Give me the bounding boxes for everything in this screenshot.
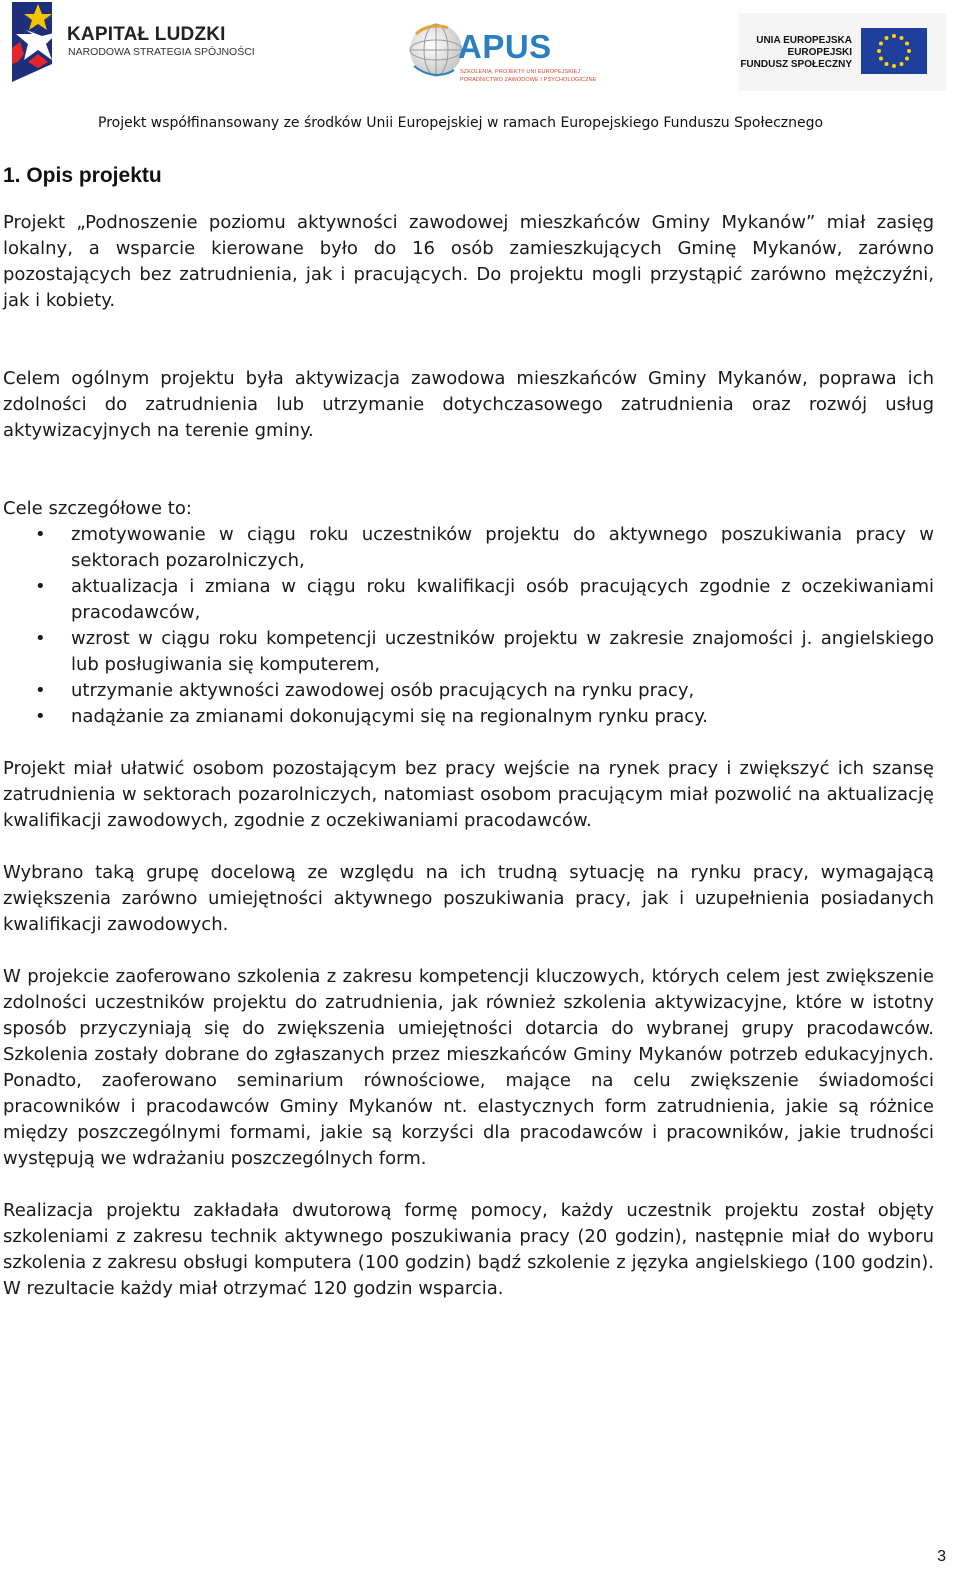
goals-intro: Cele szczegółowe to: [3,498,192,519]
list-item-text: wzrost w ciągu roku kompetencji uczestników projektu w zakresie znajomości j. angielskiego lub posługiwania się komputerem, [71,628,934,675]
paragraph-trainings: W projekcie zaoferowano szkolenia z zakresu kompetencji kluczowych, których celem jest zwiększenie zdolności uczestników projektu do zatrudnienia, jak również szkolenia aktywizacyjne, które w istotny sposób przyczyniają się do zwiększenia umiejętności dotarcia do wybranej grupy pracodawców. Szkolenia zostały dobrane do zgłaszanych przez mieszkańców Gminy Mykanów potrzeb edukacyjnych. Ponadto, zaoferowano seminarium równościowe, mające na celu zwiększenie świadomości pracowników i pracodawców Gminy Mykanów nt. elastycznych form zatrudnienia, jakie są różnice między poszczególnymi formami, jakie są korzyści dla pracodawców i pracowników, jakie trudności występują we wdrażaniu poszczególnych form. [3,966,934,1169]
list-item-text: zmotywowanie w ciągu roku uczestników projektu do aktywnego poszukiwania pracy w sektorach pozarolniczych, [71,524,934,571]
eu-logo-line-1: UNIA EUROPEJSKA [756,35,852,46]
kapital-ludzki-subtitle: NARODOWA STRATEGIA SPÓJNOŚCI [68,46,255,58]
bullet-icon: • [35,628,46,649]
page-number: 3 [937,1548,946,1565]
list-item [3,574,934,626]
list-item [3,678,934,704]
cofinancing-note: Projekt współfinansowany ze środków Unii Europejskiej w ramach Europejskiego Funduszu Społecznego [98,115,824,131]
list-item [3,626,934,678]
detailed-goals-list [3,522,934,730]
paragraph-target-group: Wybrano taką grupę docelową ze względu na ich trudną sytuację na rynku pracy, wymagającą zwiększenia zarówno umiejętności aktywnego poszukiwania pracy, jak i uzupełnienia posiadanych kwalifikacji zawodowych. [3,862,934,935]
list-item-text: nadążanie za zmianami dokonującymi się na regionalnym rynku pracy. [71,706,709,727]
apus-tagline-2: PORADNICTWO ZAWODOWE I PSYCHOLOGICZNE [460,77,597,83]
eu-efs-logo [739,13,947,91]
apus-wordmark: APUS [458,28,552,65]
eu-flag-icon [861,28,927,74]
eu-logo-line-3: FUNDUSZ SPOŁECZNY [740,59,852,70]
list-item-text: aktualizacja i zmiana w ciągu roku kwalifikacji osób pracujących zgodnie z oczekiwaniami pracodawców, [71,576,934,623]
kapital-ludzki-title: KAPITAŁ LUDZKI [67,24,226,45]
list-item-text: utrzymanie aktywności zawodowej osób pracujących na rynku pracy, [71,680,695,701]
page-header [0,0,960,150]
bullet-icon: • [35,680,46,701]
bullet-icon: • [35,576,46,597]
paragraph-implementation: Realizacja projektu zakładała dwutorową formę pomocy, każdy uczestnik projektu został objęty szkoleniami z zakresu technik aktywnego poszukiwania pracy (20 godzin), następnie miał do wyboru szkolenia z zakresu obsługi komputera (100 godzin) bądź szkolenie z języka angielskiego (100 godzin). W rezultacie każdy miał otrzymać 120 godzin wsparcia. [3,1200,934,1299]
paragraph-project-scope: Projekt „Podnoszenie poziomu aktywności zawodowej mieszkańców Gminy Mykanów” miał zasięg lokalny, a wsparcie kierowane było do 16 osób zamieszkujących Gminę Mykanów, zarówno pozostających bez zatrudnienia, jak i pracujących. Do projektu mogli przystąpić zarówno mężczyźni, jak i kobiety. [3,212,934,311]
bullet-icon: • [35,706,46,727]
document-body [3,158,934,1302]
paragraph-project-purpose: Projekt miał ułatwić osobom pozostającym bez pracy wejście na rynek pracy i zwiększyć ich szansę zatrudnienia w sektorach pozarolniczych, natomiast osobom pracującym miał pozwolić na aktualizację kwalifikacji zawodowych, zgodnie z oczekiwaniami pracodawców. [3,758,934,831]
kapital-ludzki-emblem-icon [12,2,64,82]
eu-logo-line-2: EUROPEJSKI [787,47,852,58]
section-heading: 1. Opis projektu [3,164,162,187]
apus-logo [408,20,597,86]
paragraph-general-goal: Celem ogólnym projektu była aktywizacja zawodowa mieszkańców Gminy Mykanów, poprawa ich zdolności do zatrudnienia lub utrzymanie dotychczasowego zatrudnienia oraz rozwój usług aktywizacyjnych na terenie gminy. [3,368,934,441]
kapital-ludzki-logo [12,2,255,82]
list-item [3,704,934,730]
bullet-icon: • [35,524,46,545]
list-item [3,522,934,574]
apus-tagline-1: SZKOLENIA, PROJEKTY UNI EUROPEJSKIEJ [460,69,581,75]
